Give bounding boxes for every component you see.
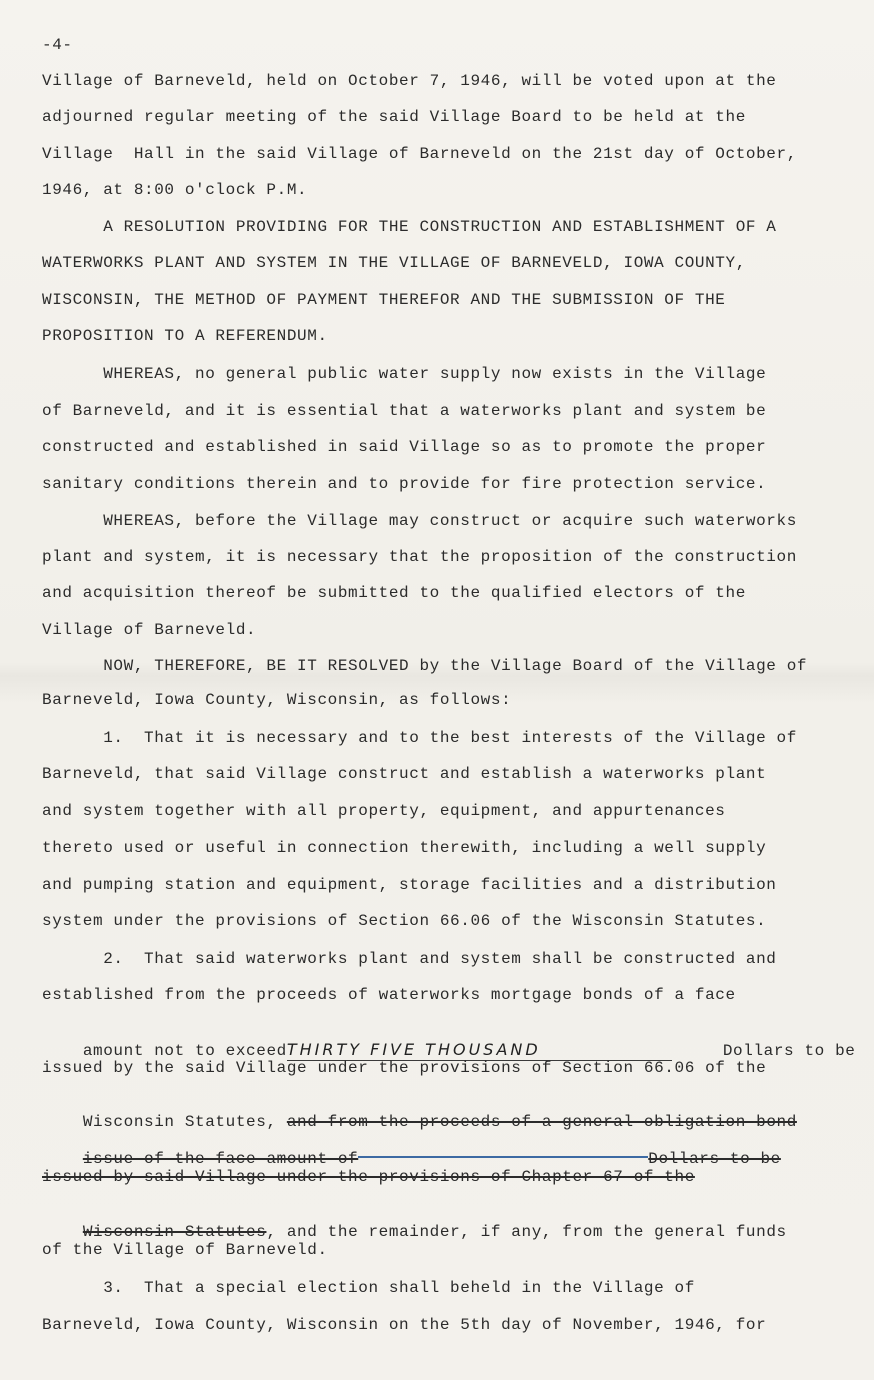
text-line-24: system under the provisions of Section 66.06 of the Wisconsin Statutes.: [42, 912, 767, 930]
text-line-22: thereto used or useful in connection therewith, including a well supply: [42, 839, 767, 857]
text-line-17: NOW, THEREFORE, BE IT RESOLVED by the Village Board of the Village of: [42, 657, 808, 675]
text-line-16: Village of Barneveld.: [42, 621, 257, 639]
text-line-18: Barneveld, Iowa County, Wisconsin, as follows:: [42, 691, 512, 709]
line-32-kept: , and the remainder, if any, from the general funds: [266, 1223, 787, 1241]
resolution-title-line-2: WATERWORKS PLANT AND SYSTEM IN THE VILLAGE OF BARNEVELD, IOWA COUNTY,: [42, 254, 746, 272]
text-line-23: and pumping station and equipment, storage facilities and a distribution: [42, 876, 777, 894]
page-number: -4-: [42, 36, 73, 54]
amount-suffix: Dollars to be: [671, 1042, 856, 1060]
struck-text-1: and from the proceeds of a general obligation bond: [286, 1113, 797, 1131]
amount-prefix: amount not to exceed: [82, 1042, 287, 1060]
text-line-12: sanitary conditions therein and to provide for fire protection service.: [42, 475, 767, 493]
text-line-35: Barneveld, Iowa County, Wisconsin on the 5th day of November, 1946, for: [42, 1316, 767, 1334]
text-line-34: 3. That a special election shall beheld in the Village of: [42, 1279, 695, 1297]
text-line-11: constructed and established in said Village so as to promote the proper: [42, 438, 767, 456]
handwritten-amount: THIRTY FIVE THOUSAND: [286, 1040, 541, 1059]
text-line-9: WHEREAS, no general public water supply now exists in the Village: [42, 365, 767, 383]
text-line-19: 1. That it is necessary and to the best interests of the Village of: [42, 729, 797, 747]
resolution-title-line-1: A RESOLUTION PROVIDING FOR THE CONSTRUCTION AND ESTABLISHMENT OF A: [42, 218, 777, 236]
text-line-28: issued by the said Village under the provisions of Section 66.06 of the: [42, 1059, 767, 1077]
struck-text-2b: Dollars to be: [648, 1150, 781, 1168]
text-line-25: 2. That said waterworks plant and system shall be constructed and: [42, 950, 777, 968]
text-line-15: and acquisition thereof be submitted to the qualified electors of the: [42, 584, 746, 602]
text-line-10: of Barneveld, and it is essential that a waterworks plant and system be: [42, 402, 767, 420]
text-line-3: Village Hall in the said Village of Barneveld on the 21st day of October,: [42, 145, 797, 163]
resolution-title-line-4: PROPOSITION TO A REFERENDUM.: [42, 327, 328, 345]
text-line-26: established from the proceeds of waterworks mortgage bonds of a face: [42, 986, 736, 1004]
line-29-kept: Wisconsin Statutes,: [82, 1113, 287, 1131]
text-line-1: Village of Barneveld, held on October 7, 1946, will be voted upon at the: [42, 72, 777, 90]
text-line-20: Barneveld, that said Village construct and establish a waterworks plant: [42, 765, 767, 783]
text-line-14: plant and system, it is necessary that the proposition of the construction: [42, 548, 797, 566]
struck-text-2a: issue of the face amount of: [82, 1150, 359, 1168]
text-line-33: of the Village of Barneveld.: [42, 1241, 328, 1259]
text-line-13: WHEREAS, before the Village may construct or acquire such waterworks: [42, 512, 797, 530]
text-line-2: adjourned regular meeting of the said Village Board to be held at the: [42, 108, 746, 126]
text-line-21: and system together with all property, equipment, and appurtenances: [42, 802, 726, 820]
amount-blank: [287, 1040, 672, 1061]
struck-text-3: issued by said Village under the provisions of Chapter 67 of the: [42, 1168, 695, 1186]
struck-text-4: Wisconsin Statutes: [82, 1223, 267, 1241]
resolution-title-line-3: WISCONSIN, THE METHOD OF PAYMENT THEREFOR AND THE SUBMISSION OF THE: [42, 291, 726, 309]
blue-blank-line: [358, 1156, 648, 1158]
text-line-4: 1946, at 8:00 o'clock P.M.: [42, 181, 308, 199]
